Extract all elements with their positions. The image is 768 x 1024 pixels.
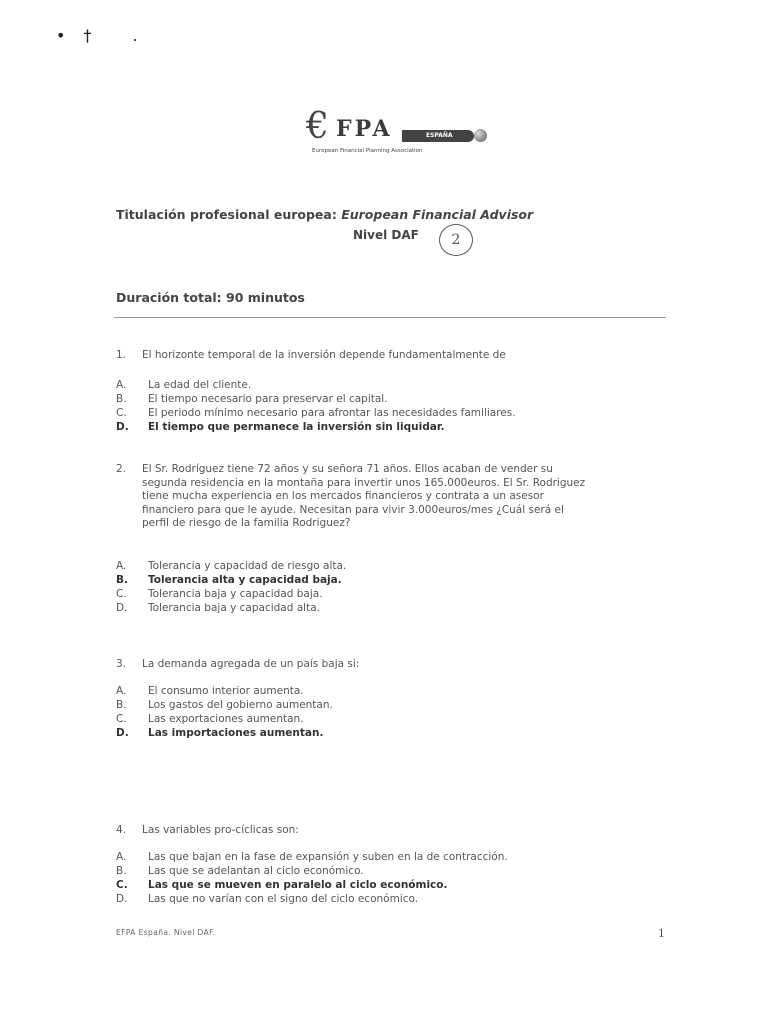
option-letter: A. — [116, 379, 127, 391]
option-letter: B. — [116, 393, 127, 405]
page-number: 1 — [658, 927, 665, 940]
option-text: Las que se adelantan al ciclo económico. — [148, 865, 364, 877]
question-number: 3. — [116, 658, 127, 670]
euro-logo-icon: € — [306, 106, 329, 147]
question-text-line: tiene mucha experiencia en los mercados financieros y contrata a un asesor — [142, 490, 544, 503]
option-text: El tiempo necesario para preservar el capital. — [148, 393, 388, 405]
option-text: Tolerancia y capacidad de riesgo alta. — [148, 560, 347, 572]
duration-label: Duración total: 90 minutos — [116, 290, 305, 305]
question-text-line: financiero para que le ayude. Necesitan para vivir 3.000euros/mes ¿Cuál será el — [142, 503, 564, 516]
option-letter: A. — [116, 560, 127, 572]
question-text-line: segunda residencia en la montaña para invertir unos 165.000euros. El Sr. Rodriguez — [142, 476, 586, 489]
option-letter-correct: C. — [116, 879, 128, 891]
option-text: Tolerancia baja y capacidad alta. — [148, 602, 320, 614]
option-letter: C. — [116, 407, 127, 419]
title-italic: European Financial Advisor — [341, 207, 534, 222]
question-text-line: Las variables pro-cíclicas son: — [142, 824, 299, 836]
logo-globe-icon — [474, 129, 487, 142]
logo-letters: FPA — [336, 116, 393, 142]
option-letter: B. — [116, 699, 127, 711]
question-text-line: El Sr. Rodríguez tiene 72 años y su señora 71 años. Ellos acaban de vender su — [142, 463, 553, 475]
option-text: Los gastos del gobierno aumentan. — [148, 699, 333, 711]
option-text: Las que bajan en la fase de expansión y suben en la de contracción. — [148, 851, 508, 863]
option-text: Las que no varían con el signo del ciclo económico. — [148, 893, 419, 905]
option-letter: C. — [116, 713, 127, 725]
option-letter: C. — [116, 588, 127, 600]
option-text: La edad del cliente. — [148, 379, 252, 391]
question-text-line: El horizonte temporal de la inversión depende fundamentalmente de — [142, 349, 506, 361]
option-letter: A. — [116, 685, 127, 697]
question-text — [142, 658, 666, 672]
option-text: Las exportaciones aumentan. — [148, 713, 304, 725]
option-text-correct: Las importaciones aumentan. — [148, 727, 324, 739]
title-prefix: Titulación profesional europea: — [116, 207, 337, 222]
option-text-correct: El tiempo que permanece la inversión sin liquidar. — [148, 421, 445, 433]
option-letter-correct: B. — [116, 574, 128, 586]
option-letter: D. — [116, 893, 128, 905]
option-text-correct: Las que se mueven en paralelo al ciclo económico. — [148, 879, 448, 891]
handwritten-circled-number: 2 — [439, 224, 473, 256]
option-text: El consumo interior aumenta. — [148, 685, 304, 697]
footer-label: EFPA España. Nivel DAF. — [116, 928, 216, 937]
question-number: 1. — [116, 349, 127, 361]
question-text — [142, 824, 666, 838]
option-text: El periodo mínimo necesario para afrontar las necesidades familiares. — [148, 407, 516, 419]
page-title — [116, 207, 533, 222]
logo-badge-text: ESPAÑA — [426, 132, 453, 139]
option-text-correct: Tolerancia alta y capacidad baja. — [148, 574, 342, 586]
option-letter-correct: D. — [116, 727, 129, 739]
header-divider — [114, 317, 666, 318]
efpa-logo — [306, 106, 486, 162]
option-letter: A. — [116, 851, 127, 863]
level-label: Nivel DAF — [353, 228, 419, 242]
corner-marks: •† . — [56, 26, 156, 45]
question-text-line: La demanda agregada de un país baja si: — [142, 658, 360, 670]
option-text: Tolerancia baja y capacidad baja. — [148, 588, 323, 600]
question-number: 4. — [116, 824, 127, 836]
question-text-line: perfil de riesgo de la familia Rodriguez? — [142, 517, 351, 530]
logo-tagline: European Financial Planning Association — [312, 148, 423, 154]
option-letter-correct: D. — [116, 421, 129, 433]
option-letter: B. — [116, 865, 127, 877]
question-text — [142, 463, 666, 531]
option-letter: D. — [116, 602, 128, 614]
question-text — [142, 349, 666, 363]
question-number: 2. — [116, 463, 127, 475]
